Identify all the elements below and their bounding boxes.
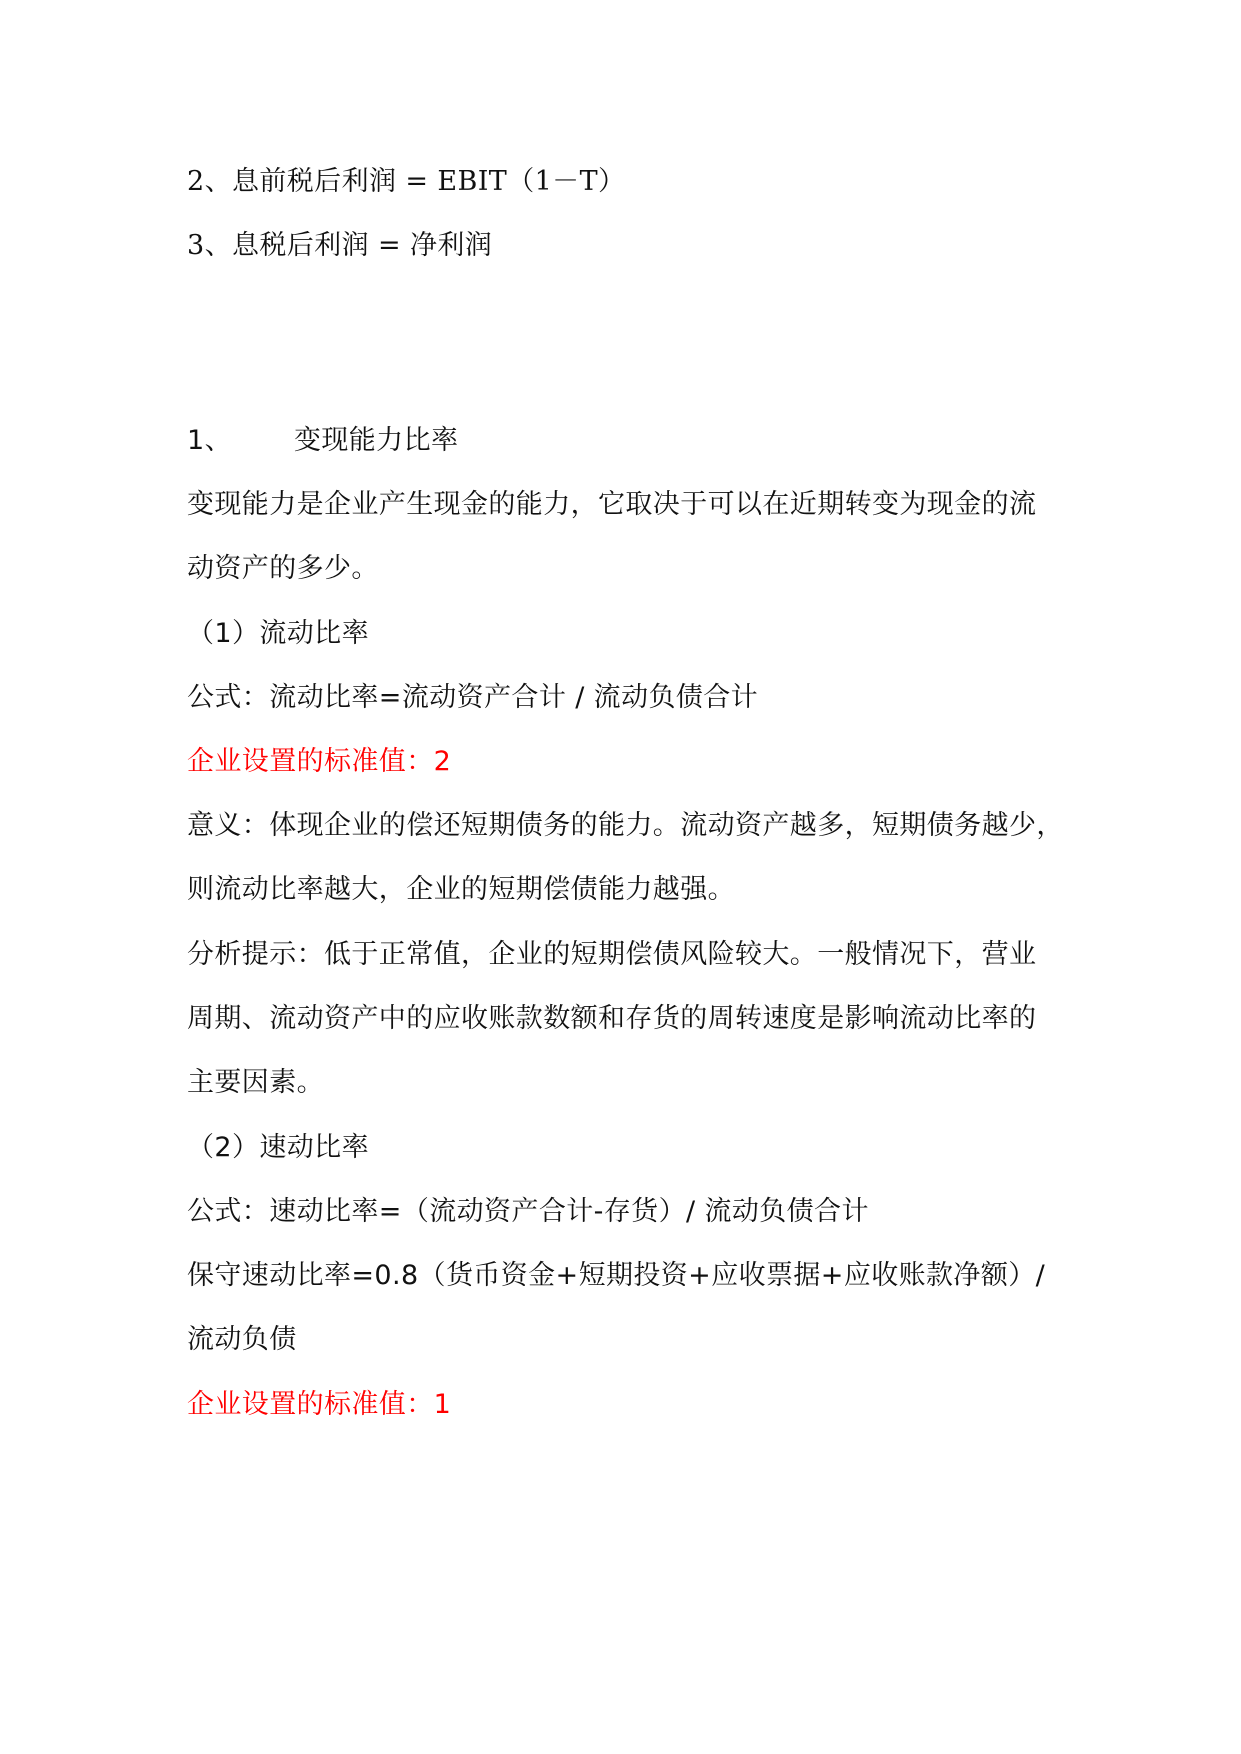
paragraph-line: 动资产的多少。: [187, 553, 379, 584]
paragraph-line: 意义：体现企业的偿还短期债务的能力。流动资产越多，短期债务越少，: [187, 810, 1064, 841]
paragraph-line: 分析提示：低于正常值，企业的短期偿债风险较大。一般情况下，营业: [187, 939, 1037, 970]
subsection-heading-current-ratio: （1）流动比率: [187, 618, 369, 649]
formula-current-ratio: 公式：流动比率=流动资产合计 / 流动负债合计: [187, 682, 759, 713]
standard-value-quick-ratio: 企业设置的标准值：1: [187, 1389, 452, 1420]
section-number: 1、: [187, 425, 232, 456]
paragraph-line: 周期、流动资产中的应收账款数额和存货的周转速度是影响流动比率的: [187, 1003, 1037, 1034]
subsection-heading-quick-ratio: （2）速动比率: [187, 1132, 369, 1163]
formula-ebit-after-tax: 2、息前税后利润 = EBIT（1－T）: [187, 166, 626, 197]
section-title: 变现能力比率: [293, 425, 459, 456]
paragraph-line: 变现能力是企业产生现金的能力，它取决于可以在近期转变为现金的流: [187, 489, 1037, 520]
section-heading: [187, 423, 458, 459]
formula-conservative-quick-ratio: 保守速动比率=0.8（货币资金+短期投资+应收票据+应收账款净额）/: [187, 1260, 1046, 1291]
standard-value-current-ratio: 企业设置的标准值：2: [187, 746, 452, 777]
formula-net-profit: 3、息税后利润 = 净利润: [187, 230, 493, 261]
paragraph-line: 流动负债: [187, 1324, 297, 1355]
paragraph-line: 则流动比率越大，企业的短期偿债能力越强。: [187, 874, 735, 905]
formula-quick-ratio: 公式：速动比率=（流动资产合计-存货）/ 流动负债合计: [187, 1196, 869, 1227]
paragraph-line: 主要因素。: [187, 1067, 324, 1098]
